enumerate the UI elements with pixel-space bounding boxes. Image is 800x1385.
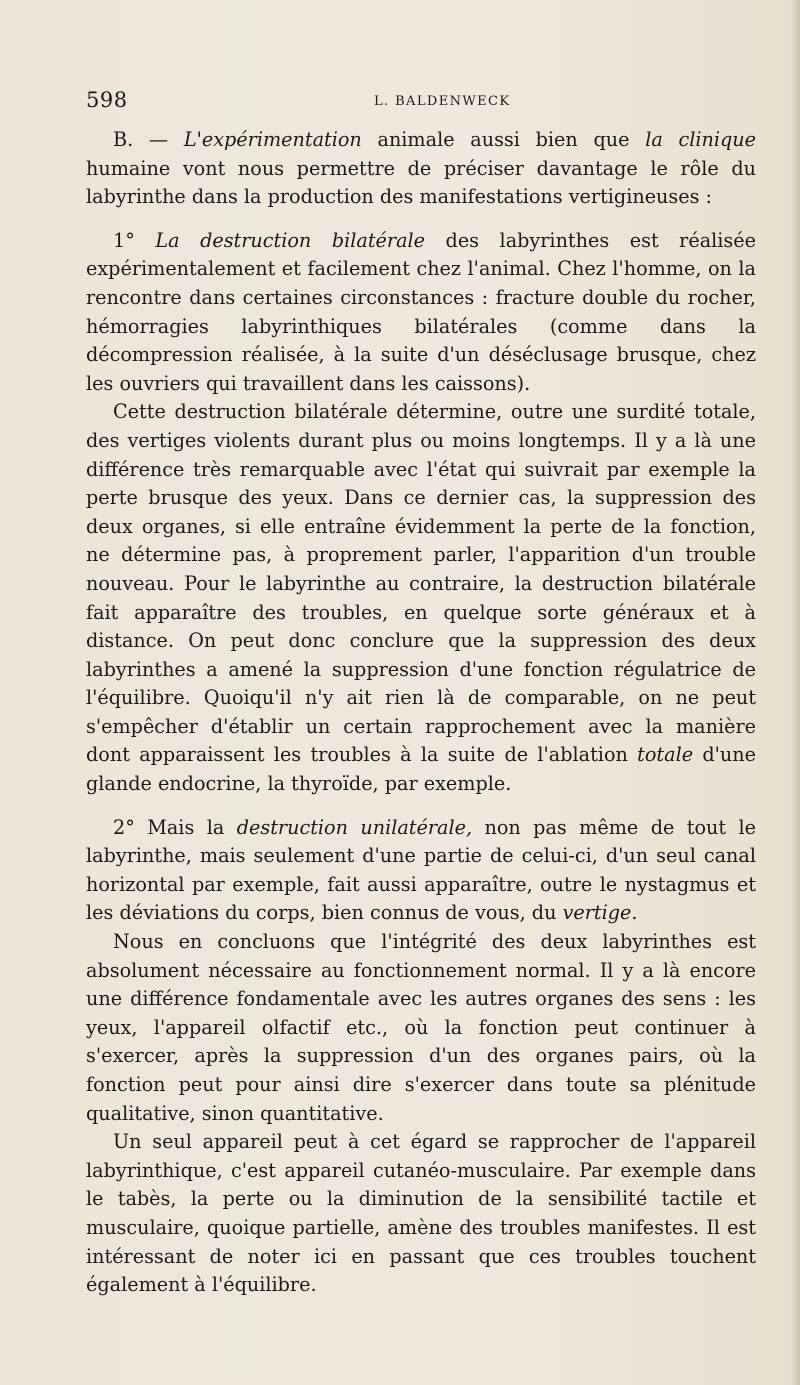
running-head: L. BALDENWECK <box>374 94 511 109</box>
paragraph-comparison <box>86 1128 756 1300</box>
italic-phrase: la clinique <box>645 128 756 151</box>
italic-phrase: vertige. <box>562 901 638 925</box>
paragraph-text: animale aussi bien que <box>361 128 646 151</box>
paragraph-text: Cette destruction bilatérale détermine, outre une surdité totale, des vertiges violents durant plus ou moins longtemps. Il y a là une différence très remarquable avec l'état qui suivrait par exemple la perte brusque des yeux. Dans ce dernier cas, la suppression des deux organes, si elle entraîne évidemment la perte de la fonction, ne détermine pas, à proprement parler, l'apparition d'un trouble nouveau. Pour le labyrinthe au contraire, la destruction bilatérale fait apparaître des troubles, en quelque sorte généraux et à distance. On peut donc conclure que la suppression des deux labyrinthes a amené la suppression d'une fonction régulatrice de l'équilibre. Quoiqu'il n'y ait rien là de comparable, on ne peut s'empêcher d'établir un certain rapprochement avec la manière dont apparaissent les troubles à la suite de l'ablation <box>86 400 756 767</box>
paragraph-text: B. — <box>113 128 184 151</box>
italic-phrase: La destruction bilatérale <box>155 228 425 252</box>
paragraph-conclusion <box>86 928 756 1128</box>
page-number: 598 <box>86 88 128 112</box>
paragraph-text: Nous en concluons que l'intégrité des deux labyrinthes est absolument nécessaire au fonctionnement normal. Il y a là encore une différence fondamentale avec les autres organes des sens : les yeux, l'appareil olfactif etc., où la fonction peut continuer à s'exercer, après la suppression d'un des organes pairs, où la fonction peut pour ainsi dire s'exercer dans toute sa plénitude qualitative, sinon quantitative. <box>86 930 756 1125</box>
page-header <box>86 88 756 114</box>
paragraph-text: 2° Mais la <box>113 815 237 839</box>
paragraph-text: Un seul appareil peut à cet égard se rapprocher de l'appareil labyrinthique, c'est appareil cutanéo-musculaire. Par exemple dans le tabès, la perte ou la diminution de la sensibilité tactile et musculaire, quoique partielle, amène des troubles manifestes. Il est intéressant de noter ici en passant que ces troubles touchent également à l'équilibre. <box>86 1130 756 1297</box>
body-text <box>86 126 756 1300</box>
paragraph-unilateral <box>86 814 756 928</box>
paragraph-bilateral <box>86 227 756 399</box>
paragraph-bilateral-effects <box>86 398 756 798</box>
paragraph-text: non pas même de tout le labyrinthe, mais seulement d'une partie de celui-ci, d'un seul canal horizontal par exemple, fait aussi apparaître, outre le nystagmus et les déviations du corps, bien connus de vous, du <box>86 815 756 925</box>
paragraph-text: des labyrinthes est réalisée expérimentalement et facilement chez l'animal. Chez l'homme, on la rencontre dans certaines circonstances : fracture double du rocher, hémorragies labyrinthiques bilatérales (comme dans la décompression réalisée, à la suite d'un déséclusage brusque, chez les ouvriers qui travaillent dans les caissons). <box>86 228 756 395</box>
paragraph-text: d'une glande endocrine, la thyroïde, par exemple. <box>86 743 756 796</box>
paragraph-text: 1° <box>113 228 156 252</box>
paragraph-b-intro <box>86 126 756 212</box>
italic-phrase: totale <box>637 743 694 767</box>
italic-phrase: L'expérimentation <box>183 128 362 151</box>
italic-phrase: destruction unilatérale, <box>236 815 473 839</box>
paragraph-text: humaine vont nous permettre de préciser davantage le rôle du labyrinthe dans la production des manifestations vertigineuses : <box>86 156 756 209</box>
